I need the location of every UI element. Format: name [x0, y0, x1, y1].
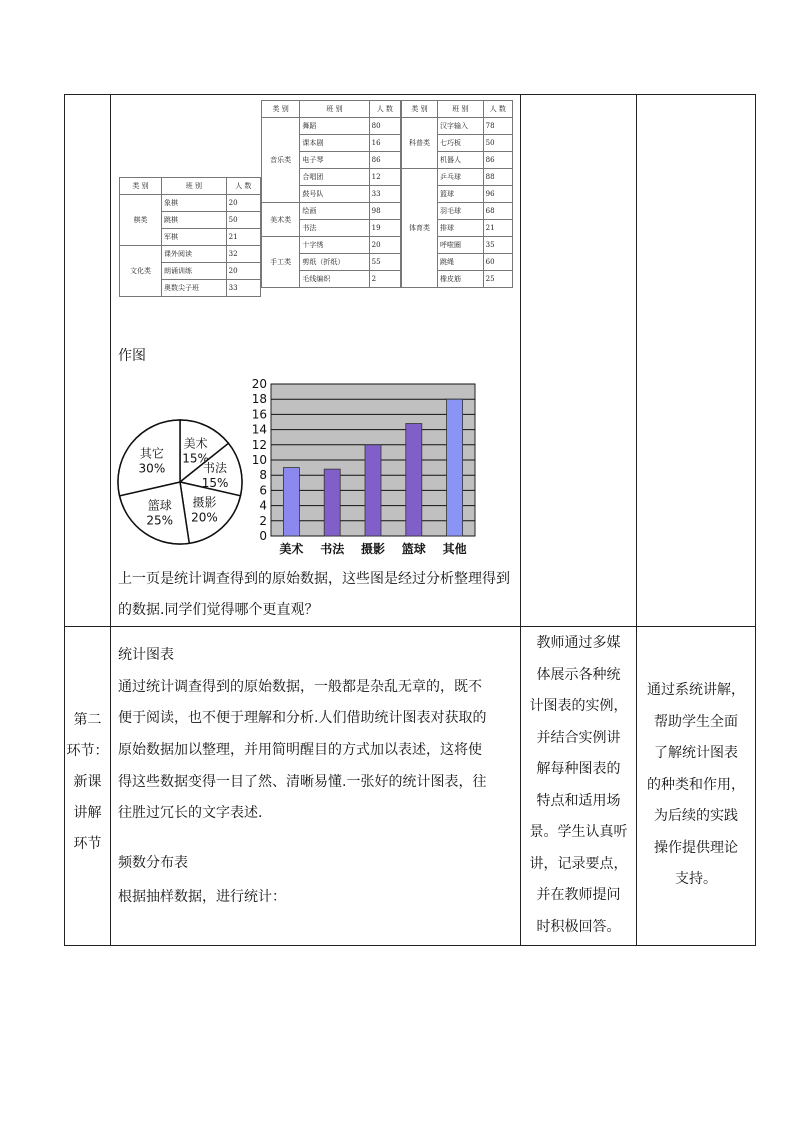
zuotu-label: 作图: [118, 348, 146, 364]
table-class-cell: 篮球: [437, 186, 483, 203]
table-class-cell: 课本剧: [300, 135, 369, 152]
design-intent-text: [637, 675, 755, 896]
table-count-cell: 96: [483, 186, 512, 203]
activity-line: 计图表的实例，: [529, 698, 628, 714]
table-count-cell: 80: [369, 118, 400, 135]
section-label-line: 讲解: [73, 805, 102, 821]
table-header-cell: 班 别: [162, 178, 227, 195]
intent-line: 为后续的实践: [654, 808, 738, 824]
table-class-cell: 课外阅读: [162, 246, 227, 263]
table-row: [262, 237, 401, 254]
bar: [406, 424, 422, 536]
table-count-cell: 78: [483, 118, 512, 135]
table-count-cell: 50: [483, 135, 512, 152]
y-tick-label: 16: [251, 407, 267, 422]
table-header-cell: 类 别: [120, 178, 162, 195]
bar: [324, 469, 340, 536]
pie-slice-label: 篮球: [147, 498, 172, 513]
y-tick-label: 12: [251, 437, 267, 452]
bar: [283, 468, 299, 536]
table-count-cell: 20: [226, 195, 260, 212]
table-count-cell: 2: [369, 271, 400, 288]
y-tick-label: 18: [251, 392, 267, 407]
table-class-cell: 奥数尖子班: [162, 280, 227, 297]
x-tick-label: 书法: [320, 542, 345, 556]
table-count-cell: 21: [483, 220, 512, 237]
table-class-cell: 象棋: [162, 195, 227, 212]
table-count-cell: 60: [483, 254, 512, 271]
table-row: [402, 169, 513, 186]
table-class-cell: 朗诵训练: [162, 263, 227, 280]
table-class-cell: 电子琴: [300, 152, 369, 169]
table-class-cell: 机器人: [437, 152, 483, 169]
y-tick-label: 20: [251, 377, 267, 391]
activity-line: 并结合实例讲: [536, 729, 621, 746]
table-count-cell: 12: [369, 169, 400, 186]
table-row: [120, 195, 261, 212]
heading-frequency-table: 频数分布表: [118, 855, 188, 871]
activity-line: 时积极回答。: [536, 918, 621, 935]
intent-line: 的种类和作用，: [647, 776, 745, 793]
content-line: 通过统计调查得到的原始数据，一般都是杂乱无章的，既不: [118, 679, 482, 695]
table-class-cell: 羽毛球: [437, 203, 483, 220]
pie-percent-label: 25%: [146, 513, 174, 528]
content-line: 根据抽样数据，进行统计：: [118, 889, 286, 905]
table-count-cell: 68: [483, 203, 512, 220]
table-count-cell: 16: [369, 135, 400, 152]
intent-line: 支持。: [675, 871, 717, 887]
raw-data-table-2: [261, 100, 401, 288]
section-label: [65, 705, 110, 860]
table-class-cell: 跳棋: [162, 212, 227, 229]
y-tick-label: 0: [259, 529, 267, 543]
x-tick-label: 篮球: [401, 542, 426, 556]
table-header-cell: 类 别: [262, 101, 300, 118]
content-line: 得这些数据变得一目了然、清晰易懂.一张好的统计图表，往: [118, 774, 487, 790]
table-header-cell: 类 别: [402, 101, 438, 118]
table-header-cell: 人 数: [226, 178, 260, 195]
section-label-line: 新课: [73, 774, 102, 790]
table-count-cell: 86: [369, 152, 400, 169]
y-tick-label: 10: [251, 453, 267, 467]
table-category-cell: 美术类: [262, 203, 300, 237]
pie-slice-label: 摄影: [192, 495, 217, 510]
lesson-plan-table: [64, 94, 756, 946]
y-tick-label: 14: [251, 422, 267, 437]
table-count-cell: 86: [483, 152, 512, 169]
table-class-cell: 排球: [437, 220, 483, 237]
table-category-cell: 体育类: [402, 169, 438, 288]
row-divider: [65, 626, 755, 627]
table-class-cell: 汉字输入: [437, 118, 483, 135]
table-class-cell: 十字绣: [300, 237, 369, 254]
table-count-cell: 33: [369, 186, 400, 203]
activity-line: 解每种图表的: [536, 761, 621, 777]
table-header-cell: 班 别: [437, 101, 483, 118]
table-row: [262, 203, 401, 220]
table-count-cell: 32: [226, 246, 260, 263]
table-class-cell: 乒乓球: [437, 169, 483, 186]
teacher-activity-text: [521, 628, 636, 943]
table-class-cell: 毛线编织: [300, 271, 369, 288]
table-class-cell: 军棋: [162, 229, 227, 246]
y-tick-label: 8: [259, 468, 267, 483]
table-header-cell: 人 数: [483, 101, 512, 118]
pie-slice-label: 美术: [183, 436, 208, 451]
paragraph-1-line-2: 的数据.同学们觉得哪个更直观？: [118, 602, 319, 618]
table-count-cell: 20: [226, 263, 260, 280]
pie-percent-label: 15%: [201, 475, 229, 490]
intent-line: 了解统计图表: [654, 745, 738, 761]
raw-data-table-1: [119, 177, 261, 297]
x-tick-label: 美术: [279, 542, 304, 556]
table-header-cell: 班 别: [300, 101, 369, 118]
table-category-cell: 音乐类: [262, 118, 300, 203]
intent-line: 操作提供理论: [654, 839, 738, 856]
raw-data-table-3: [401, 100, 513, 288]
table-count-cell: 21: [226, 229, 260, 246]
activity-line: 景。学生认真听: [529, 824, 628, 840]
activity-line: 体展示各种统: [536, 666, 621, 683]
pie-percent-label: 20%: [191, 510, 218, 525]
activity-line: 并在教师提问: [536, 887, 621, 903]
column-divider: [110, 95, 111, 945]
table-header-cell: 人 数: [369, 101, 400, 118]
pie-percent-label: 15%: [182, 451, 209, 466]
activity-line: 教师通过多媒: [536, 635, 621, 651]
pie-slice-label: 书法: [203, 460, 228, 475]
pie-percent-label: 30%: [138, 461, 166, 476]
table-count-cell: 55: [369, 254, 400, 271]
bar: [365, 445, 381, 536]
table-class-cell: 剪纸（折纸）: [300, 254, 369, 271]
table-class-cell: 舞蹈: [300, 118, 369, 135]
content-line: 便于阅读，也不便于理解和分析.人们借助统计图表对获取的: [118, 710, 487, 726]
x-tick-label: 其他: [442, 542, 467, 556]
activity-line: 讲，记录要点，: [529, 855, 628, 872]
intent-line: 帮助学生全面: [654, 713, 738, 730]
activity-line: 特点和适用场: [536, 792, 621, 809]
table-count-cell: 20: [369, 237, 400, 254]
paragraph-1-line-1: 上一页是统计调查得到的原始数据，这些图是经过分析整理得到: [118, 571, 510, 587]
table-count-cell: 35: [483, 237, 512, 254]
section-label-line: 环节: [73, 836, 102, 852]
table-category-cell: 科普类: [402, 118, 438, 169]
table-class-cell: 书法: [300, 220, 369, 237]
x-tick-label: 摄影: [360, 542, 386, 556]
table-class-cell: 合唱团: [300, 169, 369, 186]
table-count-cell: 98: [369, 203, 400, 220]
table-class-cell: 鼓号队: [300, 186, 369, 203]
table-class-cell: 跳绳: [437, 254, 483, 271]
table-count-cell: 25: [483, 271, 512, 288]
section-label-line: 第二: [73, 712, 102, 728]
table-category-cell: 棋类: [120, 195, 162, 246]
bar-chart: [235, 376, 485, 561]
intent-line: 通过系统讲解，: [647, 682, 745, 698]
table-count-cell: 50: [226, 212, 260, 229]
table-row: [402, 118, 513, 135]
table-row: [120, 246, 261, 263]
table-class-cell: 橡皮筋: [437, 271, 483, 288]
y-tick-label: 2: [259, 513, 267, 528]
bar: [447, 399, 463, 536]
table-class-cell: 七巧板: [437, 135, 483, 152]
content-line: 往胜过冗长的文字表述.: [118, 805, 263, 821]
table-class-cell: 呼啦圈: [437, 237, 483, 254]
y-tick-label: 6: [259, 483, 267, 498]
y-tick-label: 4: [259, 498, 267, 513]
table-count-cell: 88: [483, 169, 512, 186]
table-category-cell: 手工类: [262, 237, 300, 288]
pie-slice-label: 其它: [139, 446, 164, 461]
table-count-cell: 19: [369, 220, 400, 237]
table-class-cell: 绘画: [300, 203, 369, 220]
pie-chart: [115, 413, 245, 553]
heading-statistical-charts: 统计图表: [118, 647, 174, 663]
table-row: [262, 118, 401, 135]
section-label-line: 环节：: [66, 743, 109, 759]
table-category-cell: 文化类: [120, 246, 162, 297]
content-line: 原始数据加以整理，并用简明醒目的方式加以表述，这将使: [118, 742, 482, 758]
table-count-cell: 33: [226, 280, 260, 297]
